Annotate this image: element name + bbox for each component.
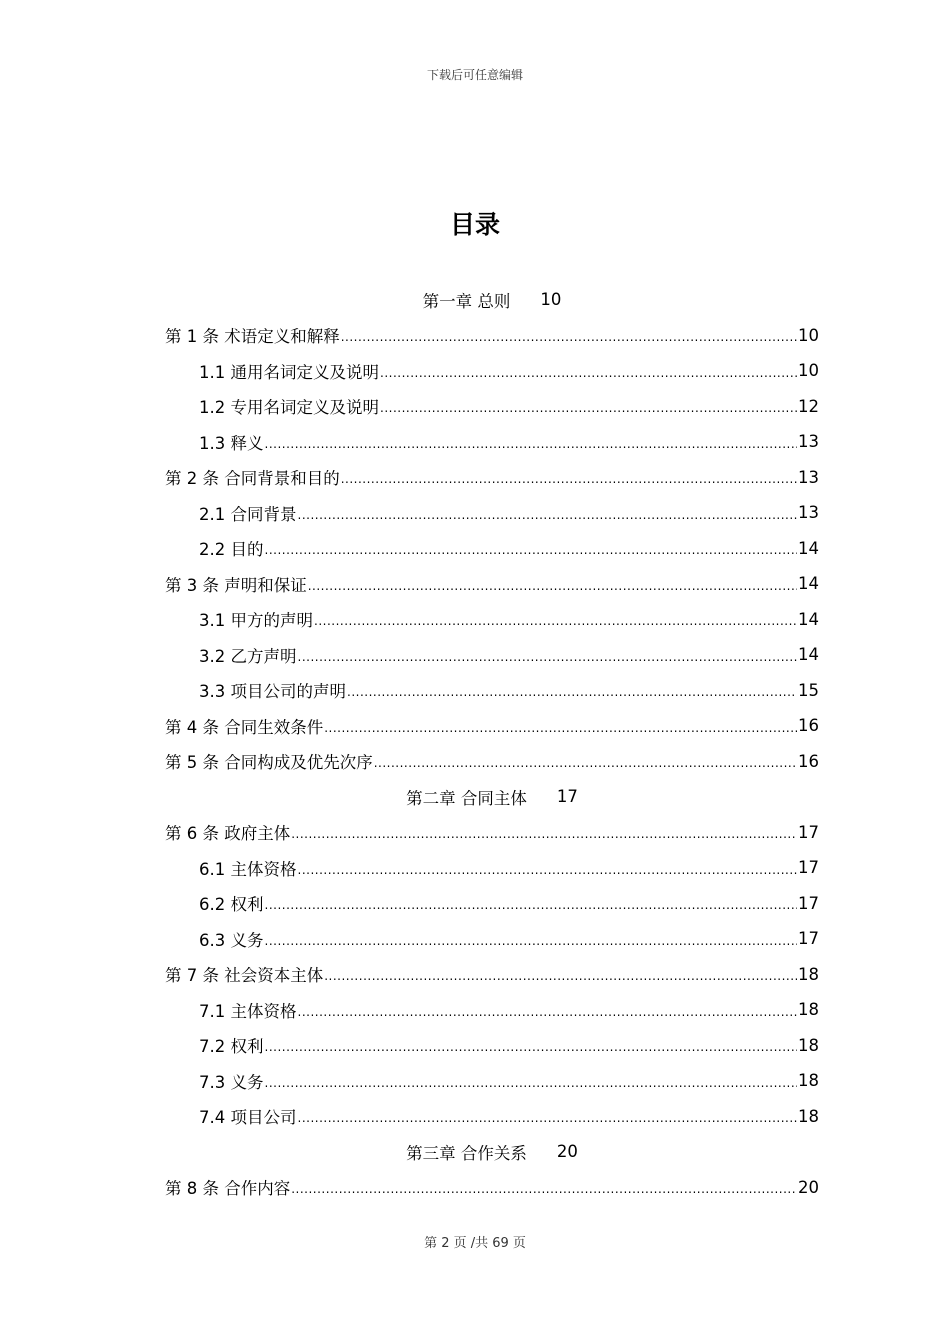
toc-entry-label: 第 6 条 政府主体	[165, 824, 291, 844]
toc-sub-entry[interactable]	[165, 353, 819, 389]
toc-entry-page-number: 20	[556, 1142, 578, 1162]
page-footer: 第 2 页 /共 69 页	[424, 1236, 526, 1251]
toc-chapter-entry[interactable]	[165, 282, 819, 318]
toc-article-entry[interactable]	[165, 318, 819, 354]
dot-leader	[380, 366, 797, 380]
toc-sub-entry[interactable]	[165, 637, 819, 673]
dot-leader	[324, 721, 797, 735]
toc-sub-entry[interactable]	[165, 1099, 819, 1135]
dot-leader	[341, 330, 797, 344]
toc-sub-entry[interactable]	[165, 1028, 819, 1064]
toc-entry-label: 1.1 通用名词定义及说明	[199, 362, 379, 382]
toc-entry-page-number: 12	[798, 396, 819, 416]
toc-article-entry[interactable]	[165, 460, 819, 496]
toc-title: 目录	[449, 210, 500, 239]
toc-entry-page-number: 17	[798, 822, 819, 842]
toc-entry-label: 第 3 条 声明和保证	[165, 575, 307, 595]
toc-entry-label: 第 5 条 合同构成及优先次序	[165, 753, 373, 773]
toc-entry-page-number: 18	[798, 1000, 819, 1020]
toc-chapter-entry[interactable]	[165, 1134, 819, 1170]
toc-entry-label: 6.2 权利	[199, 895, 264, 915]
toc-entry-label: 7.4 项目公司	[199, 1108, 297, 1128]
toc-entry-page-number: 10	[798, 325, 819, 345]
toc-entry-label: 第 2 条 合同背景和目的	[165, 469, 340, 489]
dot-leader	[347, 685, 797, 699]
dot-leader	[265, 437, 798, 451]
toc-entry-label: 1.2 专用名词定义及说明	[199, 398, 379, 418]
toc-entry-page-number: 10	[540, 290, 562, 310]
dot-leader	[374, 756, 797, 770]
toc-sub-entry[interactable]	[165, 992, 819, 1028]
toc-entry-label: 第 8 条 合作内容	[165, 1179, 291, 1199]
toc-entry-page-number: 17	[798, 893, 819, 913]
dot-leader	[298, 650, 798, 664]
toc-entry-page-number: 14	[798, 645, 819, 665]
toc-entry-page-number: 20	[798, 1177, 819, 1197]
toc-sub-entry[interactable]	[165, 495, 819, 531]
toc-entry-page-number: 16	[798, 716, 819, 736]
toc-entry-label: 第一章 总则	[422, 291, 511, 311]
dot-leader	[341, 472, 797, 486]
toc-entry-page-number: 17	[798, 858, 819, 878]
toc-entry-page-number: 16	[798, 751, 819, 771]
toc-sub-entry[interactable]	[165, 389, 819, 425]
toc-entry-page-number: 17	[556, 787, 578, 807]
toc-chapter-entry[interactable]	[165, 779, 819, 815]
toc-article-entry[interactable]	[165, 744, 819, 780]
dot-leader	[298, 863, 798, 877]
toc-entry-label: 6.3 义务	[199, 930, 264, 950]
toc-entry-page-number: 13	[798, 503, 819, 523]
dot-leader	[265, 1040, 798, 1054]
toc-entry-label: 第 4 条 合同生效条件	[165, 717, 324, 737]
toc-sub-entry[interactable]	[165, 1063, 819, 1099]
toc-entry-label: 6.1 主体资格	[199, 859, 297, 879]
toc-article-entry[interactable]	[165, 1170, 819, 1206]
dot-leader	[265, 934, 798, 948]
toc-entry-label: 7.2 权利	[199, 1037, 264, 1057]
toc-entry-page-number: 13	[798, 467, 819, 487]
dot-leader	[298, 508, 798, 522]
toc-sub-entry[interactable]	[165, 673, 819, 709]
dot-leader	[314, 614, 797, 628]
dot-leader	[291, 1182, 797, 1196]
table-of-contents	[165, 282, 819, 1205]
toc-sub-entry[interactable]	[165, 921, 819, 957]
toc-article-entry[interactable]	[165, 708, 819, 744]
toc-entry-label: 7.3 义务	[199, 1072, 264, 1092]
toc-entry-page-number: 18	[798, 1071, 819, 1091]
toc-entry-page-number: 18	[798, 1035, 819, 1055]
toc-entry-page-number: 14	[798, 538, 819, 558]
toc-article-entry[interactable]	[165, 815, 819, 851]
toc-entry-page-number: 18	[798, 1106, 819, 1126]
toc-entry-page-number: 14	[798, 574, 819, 594]
toc-sub-entry[interactable]	[165, 850, 819, 886]
toc-entry-page-number: 10	[798, 361, 819, 381]
toc-entry-page-number: 13	[798, 432, 819, 452]
toc-article-entry[interactable]	[165, 957, 819, 993]
toc-entry-label: 3.1 甲方的声明	[199, 611, 313, 631]
toc-entry-label: 第 1 条 术语定义和解释	[165, 327, 340, 347]
toc-sub-entry[interactable]	[165, 602, 819, 638]
dot-leader	[298, 1005, 798, 1019]
toc-article-entry[interactable]	[165, 566, 819, 602]
toc-entry-label: 2.1 合同背景	[199, 504, 297, 524]
toc-entry-label: 第 7 条 社会资本主体	[165, 966, 324, 986]
toc-entry-label: 3.2 乙方声明	[199, 646, 297, 666]
toc-entry-label: 7.1 主体资格	[199, 1001, 297, 1021]
toc-sub-entry[interactable]	[165, 424, 819, 460]
dot-leader	[265, 543, 798, 557]
dot-leader	[298, 1111, 798, 1125]
dot-leader	[324, 969, 797, 983]
toc-entry-label: 3.3 项目公司的声明	[199, 682, 346, 702]
dot-leader	[291, 827, 797, 841]
toc-entry-page-number: 15	[798, 680, 819, 700]
page-header: 下载后可任意编辑	[426, 68, 523, 82]
toc-entry-label: 第三章 合作关系	[406, 1143, 527, 1163]
toc-entry-page-number: 18	[798, 964, 819, 984]
toc-entry-page-number: 17	[798, 929, 819, 949]
dot-leader	[380, 401, 797, 415]
toc-entry-label: 1.3 释义	[199, 433, 264, 453]
dot-leader	[265, 1076, 798, 1090]
dot-leader	[265, 898, 798, 912]
toc-entry-page-number: 14	[798, 609, 819, 629]
toc-sub-entry[interactable]	[165, 886, 819, 922]
dot-leader	[308, 579, 797, 593]
toc-entry-label: 2.2 目的	[199, 540, 264, 560]
toc-entry-label: 第二章 合同主体	[406, 788, 527, 808]
toc-sub-entry[interactable]	[165, 531, 819, 567]
